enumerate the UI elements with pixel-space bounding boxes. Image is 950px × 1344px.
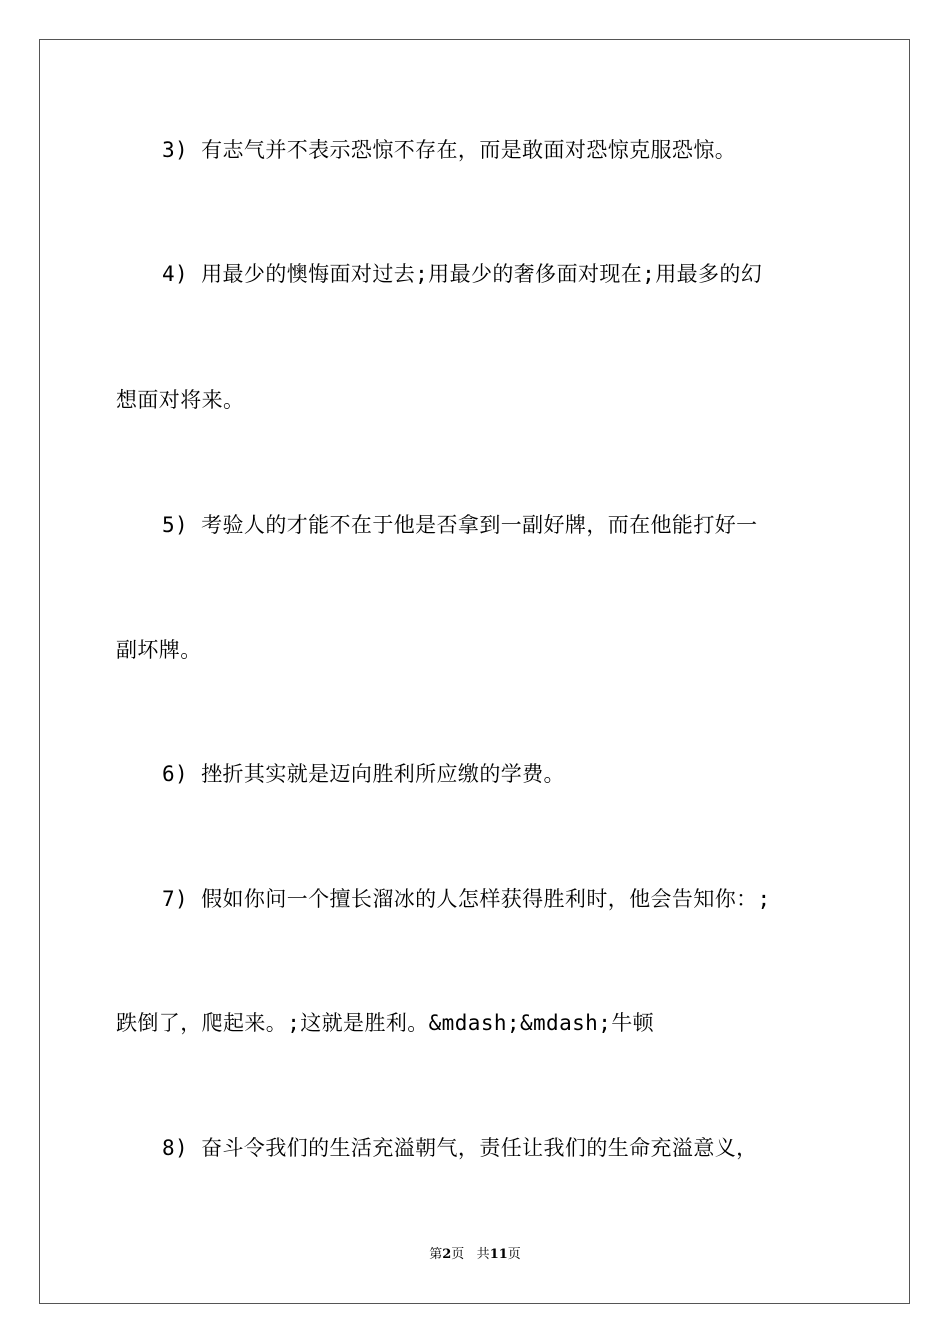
footer-total-prefix: 共 <box>476 1247 490 1262</box>
paragraph-4-line-1: 4) 用最少的懊悔面对过去;用最少的奢侈面对现在;用最多的幻 <box>162 262 763 286</box>
paragraph-6: 6) 挫折其实就是迈向胜利所应缴的学费。 <box>162 762 565 786</box>
footer-page-word: 页 <box>451 1247 465 1262</box>
footer-total-suffix: 页 <box>507 1247 521 1262</box>
paragraph-7-line-2: 跌倒了，爬起来。;这就是胜利。&mdash;&mdash;牛顿 <box>116 1011 655 1035</box>
footer-prefix: 第 <box>429 1247 443 1262</box>
footer-total-pages: 11 <box>489 1247 508 1262</box>
paragraph-5-line-2: 副坏牌。 <box>116 638 202 662</box>
page-footer <box>0 1246 950 1264</box>
paragraph-8-line-1: 8) 奋斗令我们的生活充溢朝气，责任让我们的生命充溢意义， <box>162 1136 758 1160</box>
footer-current-page: 2 <box>442 1247 452 1262</box>
page-frame <box>39 39 910 1304</box>
paragraph-7-line-1: 7) 假如你问一个擅长溜冰的人怎样获得胜利时，他会告知你：; <box>162 887 771 911</box>
paragraph-3: 3) 有志气并不表示恐惊不存在，而是敢面对恐惊克服恐惊。 <box>162 138 737 162</box>
paragraph-4-line-2: 想面对将来。 <box>116 388 245 412</box>
paragraph-5-line-1: 5) 考验人的才能不在于他是否拿到一副好牌，而在他能打好一 <box>162 513 758 537</box>
